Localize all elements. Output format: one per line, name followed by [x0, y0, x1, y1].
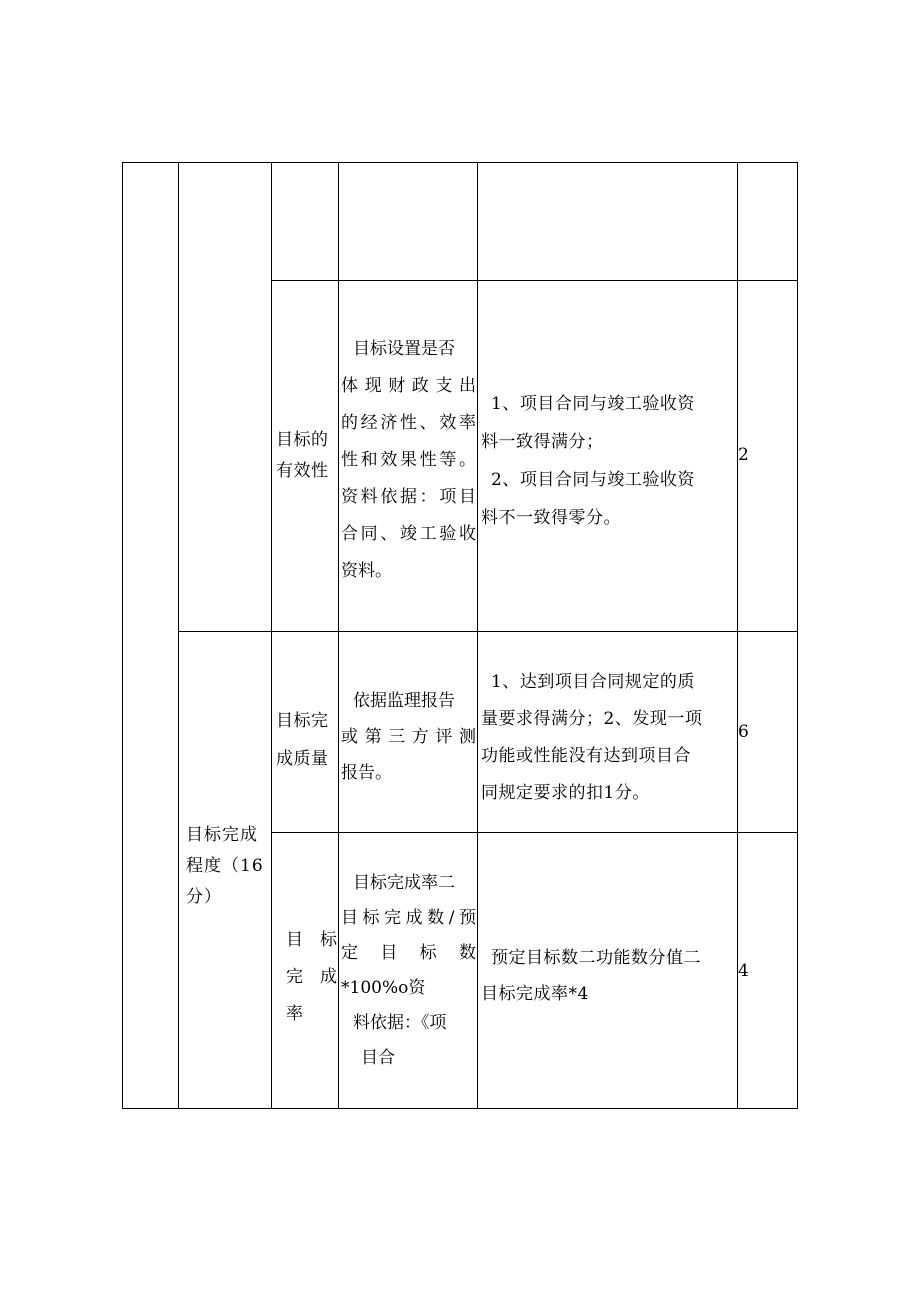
- column-divider-3: [338, 162, 339, 1109]
- scoring-line: 功能或性能没有达到项目合: [481, 746, 691, 766]
- scoring-cell: [481, 940, 735, 1012]
- indicator-line: 目标的: [276, 430, 329, 450]
- scoring-line: 预定目标数二功能数分值二: [491, 948, 701, 968]
- standard-line: 依据监理报告: [353, 691, 455, 711]
- column-divider-4: [477, 162, 478, 1109]
- standard-line: 资料依据：项目: [341, 487, 476, 507]
- indicator-line: 有效性: [276, 461, 329, 481]
- indicator-line: 目标完: [276, 711, 329, 731]
- indicator-cell: [286, 922, 338, 1033]
- standard-line: 目标设置是否: [353, 339, 455, 359]
- standard-line: 的经济性、效率: [341, 413, 476, 433]
- standard-line: 体现财政支出: [341, 376, 476, 396]
- group-label-line: 目标完成: [186, 825, 258, 845]
- column-divider-2: [271, 162, 272, 1109]
- scoring-line: 料不一致得零分。: [481, 508, 621, 528]
- score-cell: 2: [738, 445, 750, 465]
- standard-line: 定 目 标 数: [341, 943, 476, 963]
- row-divider-1: [271, 280, 798, 281]
- standard-line: *100%o资: [341, 978, 426, 998]
- table-border-bottom: [122, 1108, 798, 1109]
- table-border-left: [122, 162, 123, 1109]
- table-border-top: [122, 162, 798, 163]
- indicator-line: 率: [286, 1004, 303, 1024]
- scoring-line: 量要求得满分；2、发现一项: [481, 709, 703, 729]
- scoring-line: 料一致得满分；: [481, 432, 604, 452]
- scoring-line: 1、达到项目合同规定的质: [491, 672, 695, 692]
- indicator-line: 完 成: [286, 967, 337, 987]
- group-label-line: 程度（16: [186, 856, 264, 876]
- standard-line: 料依据：《项: [353, 1013, 447, 1033]
- scoring-line: 同规定要求的扣1分。: [481, 783, 650, 803]
- standard-line: 报告。: [341, 763, 392, 783]
- score-cell: 6: [738, 722, 750, 742]
- scoring-cell: [481, 385, 735, 537]
- standard-line: 目合: [361, 1048, 395, 1068]
- scoring-cell: [481, 664, 735, 812]
- score-cell: 4: [738, 961, 750, 981]
- row-divider-3: [271, 832, 798, 833]
- standard-line: 或第三方评测: [341, 727, 476, 747]
- indicator-line: 成质量: [276, 749, 329, 769]
- group-label: [186, 820, 270, 913]
- indicator-line: 目 标: [286, 930, 337, 950]
- scoring-line: 1、项目合同与竣工验收资: [491, 394, 695, 414]
- group-label-line: 分）: [186, 887, 222, 907]
- standard-line: 目标完成率二: [353, 873, 455, 893]
- scoring-line: 2、项目合同与竣工验收资: [491, 470, 695, 490]
- standard-line: 性和效果性等。: [341, 450, 476, 470]
- table-border-right: [797, 162, 798, 1109]
- scoring-line: 目标完成率*4: [481, 984, 589, 1004]
- standard-line: 目标完成数/预: [341, 908, 476, 928]
- indicator-cell: [276, 425, 338, 487]
- standard-line: 合同、竣工验收: [341, 524, 476, 544]
- column-divider-1: [178, 162, 179, 1109]
- standard-line: 资料。: [341, 561, 392, 581]
- indicator-cell: [276, 702, 338, 778]
- standard-cell: [341, 331, 476, 590]
- standard-cell: [341, 683, 476, 791]
- standard-cell: [341, 866, 476, 1076]
